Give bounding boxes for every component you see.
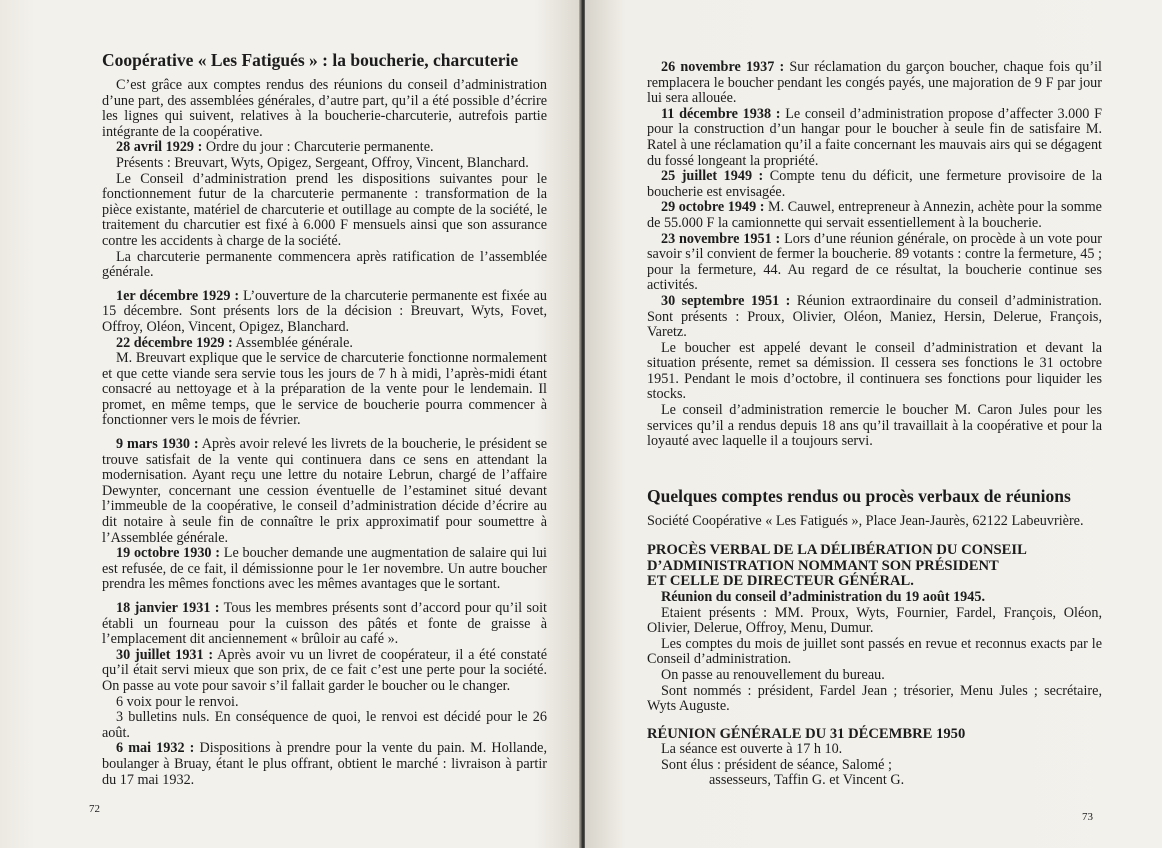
rg-title: RÉUNION GÉNÉRALE DU 31 DÉCEMBRE 1950 [647, 725, 966, 742]
entry-date: 25 juillet 1949 : [661, 168, 764, 185]
entry-text: Tous les membres présents sont d’accord pour qu’il soit établi un fourneau pour la cuisson des pâtés et fonte de graisse à l’emplacement dit anciennement « brûloir au café ». [102, 600, 547, 648]
paragraph [647, 294, 1102, 341]
entry-date: 19 octobre 1930 : [116, 545, 221, 562]
paragraph [102, 351, 547, 429]
paragraph [647, 341, 1102, 403]
paragraph [102, 140, 547, 156]
paragraph [647, 403, 1102, 450]
paragraph [647, 200, 1102, 231]
pv-line: Sont nommés : président, Fardel Jean ; trésorier, Menu Jules ; secrétaire, Wyts Auguste. [647, 682, 1102, 715]
entry-date: 1er décembre 1929 : [116, 287, 240, 304]
rg-line: Sont élus : président de séance, Salomé ; [661, 756, 892, 773]
entry-text: C’est grâce aux comptes rendus des réunions du conseil d’administration d’une part, des assemblées générales, d’autre part, qu’il a été possible d’écrire les lignes qui suivent, relatives à la boucherie-charcuterie, autrefois partie intégrante de la coopérative. [102, 77, 547, 140]
pv-line: Les comptes du mois de juillet sont passés en revue et reconnus exacts par le Conseil d’administration. [647, 635, 1102, 668]
paragraph [102, 156, 547, 172]
entry-text: Le boucher demande une augmentation de salaire qui lui est refusée, de ce fait, il démissionne pour le 1er novembre. Un autre boucher prendra les mêmes fonctions avec les mêmes avantages que le sortant. [102, 545, 547, 593]
pv-title-line-2: D’ADMINISTRATION NOMMANT SON PRÉSIDENT [647, 557, 999, 574]
paragraph [102, 250, 547, 281]
page-number-left: 72 [89, 803, 100, 815]
paragraph [102, 648, 547, 695]
paragraph [102, 336, 547, 352]
left-paragraphs [102, 78, 547, 788]
pv-title-line-1: PROCÈS VERBAL DE LA DÉLIBÉRATION DU CONSEIL [647, 542, 1027, 559]
entry-text: M. Cauwel, entrepreneur à Annezin, achète pour la somme de 55.000 F la camionnette qui servait essentiellement à la boucherie. [647, 199, 1102, 231]
paragraph [102, 695, 547, 711]
paragraph [102, 546, 547, 593]
entry-text: Présents : Breuvart, Wyts, Opigez, Sergeant, Offroy, Vincent, Blanchard. [116, 154, 529, 171]
right-page [585, 0, 1162, 848]
entry-text: Après avoir vu un livret de coopérateur, il a été constaté qu’il était servi mieux que son prix, de ce fait c’est une perte pour la société. On passe au vote pour savoir s’il fallait garder le boucher ou le changer. [102, 646, 547, 694]
right-paragraphs [647, 60, 1102, 450]
paragraph [102, 172, 547, 250]
left-heading: Coopérative « Les Fatigués » : la boucherie, charcuterie [102, 50, 519, 70]
entry-text: L’ouverture de la charcuterie permanente est fixée au 15 décembre. Sont présents lors de la décision : Breuvart, Wyts, Fovet, Offroy, Oléon, Vincent, Opigez, Blanchard. [102, 287, 548, 335]
entry-date: 11 décembre 1938 : [661, 105, 781, 122]
entry-date: 30 juillet 1931 : [116, 646, 214, 663]
pv-title-line-3: ET CELLE DE DIRECTEUR GÉNÉRAL. [647, 573, 914, 590]
paragraph [102, 289, 547, 336]
entry-date: 30 septembre 1951 : [661, 292, 791, 309]
paragraph [102, 741, 547, 788]
entry-date: 9 mars 1930 : [116, 436, 199, 453]
pv-line: Etaient présents : MM. Proux, Wyts, Fournier, Fardel, François, Oléon, Olivier, Delerue, Offroy, Menu, Dumur. [647, 604, 1102, 637]
page-number-right: 73 [1082, 811, 1093, 823]
paragraph [102, 601, 547, 648]
entry-date: 18 janvier 1931 : [116, 600, 220, 616]
section-heading: Quelques comptes rendus ou procès verbaux de réunions [647, 485, 1071, 506]
pv-meeting-title: Réunion du conseil d’administration du 19 août 1945. [661, 588, 986, 605]
entry-text: Compte tenu du déficit, une fermeture provisoire de la boucherie est envisagée. [647, 168, 1103, 200]
entry-date: 26 novembre 1937 : [661, 59, 785, 75]
entry-date: 22 décembre 1929 : [116, 334, 233, 351]
paragraph [647, 60, 1102, 107]
paragraph [102, 78, 547, 140]
entry-text: Dispositions à prendre pour la vente du pain. M. Hollande, boulanger à Bruay, étant le plus offrant, obtient le marché : livraison à partir du 17 mai 1932. [102, 740, 547, 788]
entry-text: 6 voix pour le renvoi. [116, 693, 239, 710]
entry-text: Lors d’une réunion générale, on procède à un vote pour savoir s’il convient de fermer la boucherie. 89 votants : contre la fermeture, 45 ; pour la fermeture, 44. Au regard de ce résultat, la boucherie continue ses activités. [647, 230, 1102, 294]
entry-text: Réunion extraordinaire du conseil d’administration. Sont présents : Proux, Olivier, Oléon, Maniez, Hersin, Delerue, François, Varetz. [647, 292, 1102, 341]
entry-text: Le conseil d’administration propose d’affecter 3.000 F pour la construction d’un hangar pour le boucher à seule fin de satisfaire M. Ratel à une réclamation qu’il a faite concernant les mauvais airs qui se dégagent du fossé longeant la propriété. [647, 105, 1102, 169]
entry-text: Assemblée générale. [232, 334, 353, 351]
entry-text: Sur réclamation du garçon boucher, chaque fois qu’il remplacera le boucher pendant les congés payés, une majoration de 9 F par jour lui sera allouée. [647, 59, 1102, 107]
entry-text: La charcuterie permanente commencera après ratification de l’assemblée générale. [102, 248, 547, 281]
paragraph [647, 169, 1102, 200]
rg-line-assesseurs: assesseurs, Taffin G. et Vincent G. [709, 772, 905, 789]
entry-date: 6 mai 1932 : [116, 740, 195, 757]
entry-date: 28 avril 1929 : [116, 139, 203, 156]
paragraph [647, 232, 1102, 294]
entry-text: Le conseil d’administration remercie le boucher M. Caron Jules pour les services qu’il a rendus depuis 18 ans qu’il travaillait à la coopérative et pour la loyauté avec laquelle il a toujours servi. [647, 402, 1102, 450]
paragraph [102, 710, 547, 741]
left-text-column [102, 50, 547, 788]
entry-date: 23 novembre 1951 : [661, 230, 781, 247]
entry-text: M. Breuvart explique que le service de charcuterie fonctionne normalement et que cette viande sera servie tous les jours de 7 h à midi, l’après-midi étant consacré au nettoyage et à la préparation de la vente pour le lendemain. Il promet, en même temps, que le service de boucherie pourra commencer à fonctionner vers le mois de février. [102, 350, 547, 429]
entry-text: Ordre du jour : Charcuterie permanente. [202, 139, 434, 156]
entry-text: Le Conseil d’administration prend les dispositions suivantes pour le fonctionnement futur de la charcuterie permanente : transformation de la pièce existante, matériel de charcuterie et outillage au compte de la société, le traitement du charcutier est fixé à 6.000 F mensuels ainsi que son assurance contre les accidents à charge de la société. [102, 170, 547, 249]
paragraph [647, 107, 1102, 169]
entry-text: Après avoir relevé les livrets de la boucherie, le président se trouve satisfait de la vente qui continuera dans ce sens en attendant la modernisation. Ayant reçu une lettre du notaire Lebrun, chargé de l’affaire Dewynter, concernant une cession éventuelle de l’estaminet situé devant l’immeuble de la coopérative, le conseil d’administration décide d’écrire au dit notaire à seule fin de connaître le prix approximatif pour soumettre à l’Assemblée générale. [102, 436, 547, 546]
rg-line: La séance est ouverte à 17 h 10. [661, 741, 843, 758]
entry-date: 29 octobre 1949 : [661, 199, 765, 216]
section-subtitle: Société Coopérative « Les Fatigués », Place Jean-Jaurès, 62122 Labeuvrière. [647, 512, 1084, 529]
pv-line: On passe au renouvellement du bureau. [661, 666, 885, 683]
entry-text: 3 bulletins nuls. En conséquence de quoi, le renvoi est décidé pour le 26 août. [102, 709, 547, 741]
paragraph [102, 437, 547, 546]
right-text-column [647, 60, 1102, 789]
entry-text: Le boucher est appelé devant le conseil d’administration et devant la situation présente, remet sa démission. Il cessera ses fonctions le 31 octobre 1951. Pendant le mois d’octobre, il continuera ses fonctions pour liquider les stocks. [647, 339, 1102, 403]
